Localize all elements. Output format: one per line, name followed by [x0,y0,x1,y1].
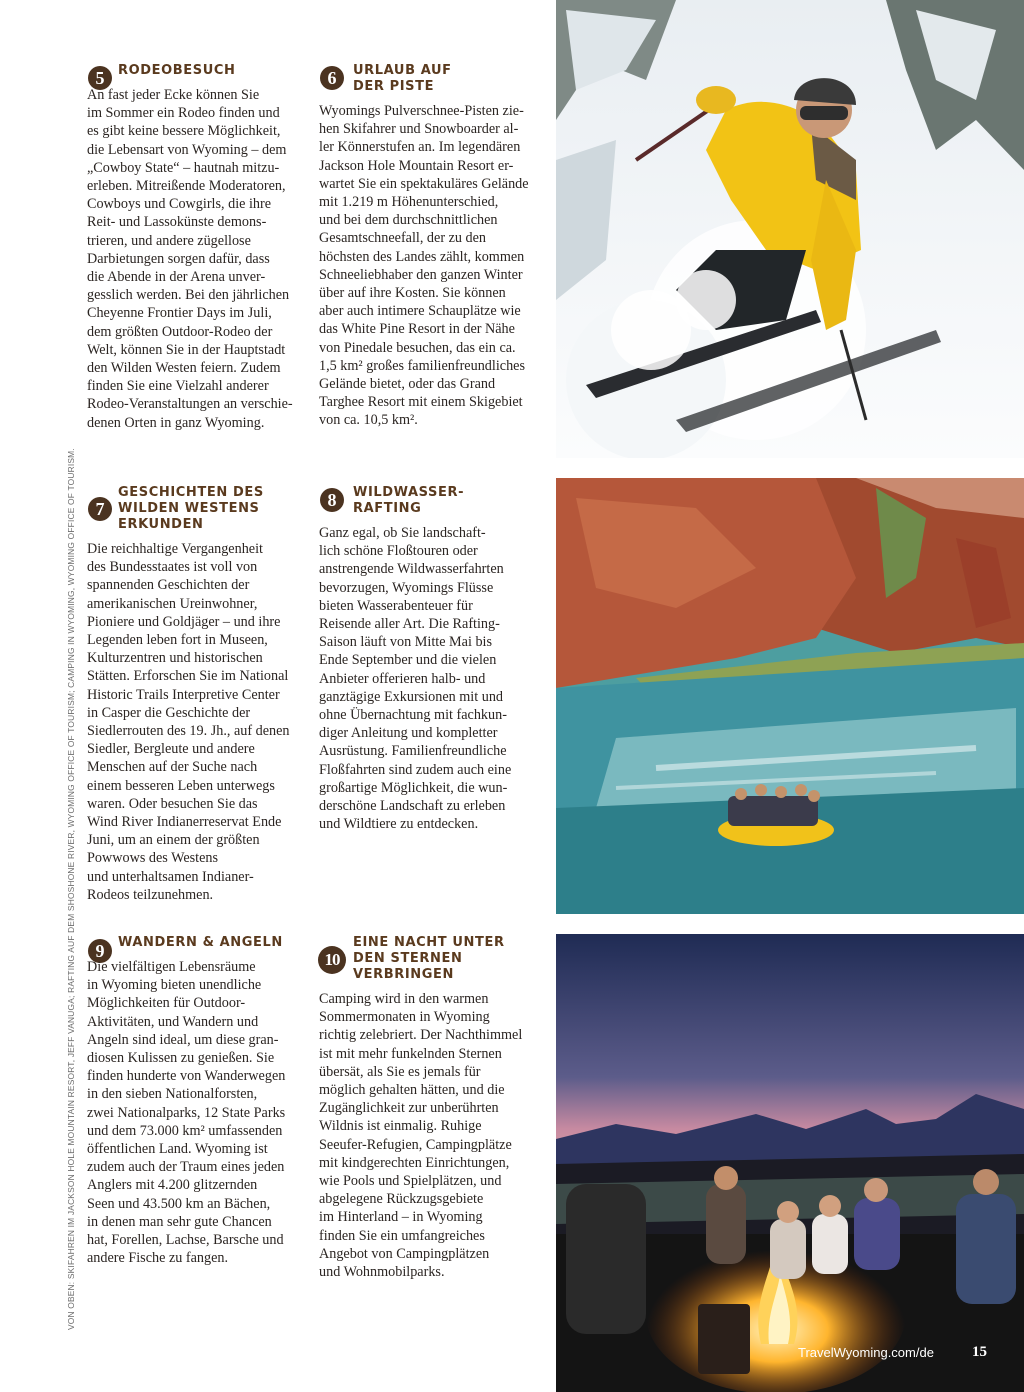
page-number: 15 [972,1344,987,1360]
section-body: An fast jeder Ecke können Sie im Sommer ein Rodeo finden und es gibt keine bessere Möglichkeit, die Lebensart von Wyoming – dem „Cowboy State“ – hautnah mitzu- erleben. Mitreißende Moderatoren, Cowboys und Cowgirls, die ihre Reit- und Lassokünste demons- trieren, und andere zügellose Darbietungen sorgen dafür, dass die Abende in der Arena unver- gesslich werden. Bei den jährlichen Cheyenne Frontier Days im Juli, dem größten Outdoor-Rodeo der Welt, können Sie in der Hauptstadt den Wilden Westen feiern. Zudem finden Sie eine Vielzahl anderer Rodeo-Veranstaltungen an verschie- denen Orten in ganz Wyoming. [87,87,293,431]
section-number-badge: 9 [88,939,112,963]
section-number-badge: 6 [320,66,344,90]
section-heading: WANDERN & ANGELN [118,935,283,950]
section-body: Ganz egal, ob Sie landschaft- lich schöne Floßtouren oder anstrengende Wildwasserfahrten bevorzugen, Wyomings Flüsse bieten Wasserabenteuer für Reisende aller Art. Die Rafting- Saison läuft von Mitte Mai bis Ende September und die vielen Anbieter offerieren halb- und ganztägige Exkursionen mit und ohne Übernachtung mit fachkun- diger Anleitung und kompletter Ausrüstung. Familienfreundliche Floßfahrten sind zudem auch eine großartige Möglichkeit, die wun- derschöne Landschaft zu erleben und Wildtiere zu entdecken. [319,525,512,833]
skiing-photo [556,0,1024,458]
section-body: Camping wird in den warmen Sommermonaten in Wyoming richtig zelebriert. Der Nachthimmel ist mit mehr funkelnden Sternen übersät, als Sie es jemals für möglich gehalten hätten, und die Zugänglichkeit zur unberührten Wildnis ist einmalig. Ruhige Seeufer-Refugien, Campingplätze mit kindgerechten Einrichtungen, wie Pools und Spielplätzen, und abgelegene Rückzugsgebiete im Hinterland – in Wyoming finden Sie ein umfangreiches Angebot von Campingplätzen und Wohnmobilparks. [319,991,523,1281]
section-number-badge: 8 [320,488,344,512]
section-heading: EINE NACHT UNTER DEN STERNEN VERBRINGEN [353,935,505,982]
section-number-badge: 10 [318,946,346,974]
section-number-badge: 7 [88,497,112,521]
section-heading: GESCHICHTEN DES WILDEN WESTENS ERKUNDEN [118,485,264,532]
rafting-photo [556,478,1024,914]
section-body: Die reichhaltige Vergangenheit des Bundesstaates ist voll von spannenden Geschichten der amerikanischen Ureinwohner, Pioniere und Goldjäger – und ihre Legenden leben fort in Museen, Kulturzentren und historischen Stätten. Erforschen Sie im National Historic Trails Interpretive Center in Casper die Geschichte der Siedlerrouten des 19. Jh., auf denen Siedler, Bergleute und andere Menschen auf der Suche nach einem besseren Leben unterwegs waren. Oder besuchen Sie das Wind River Indianerreservat Ende Juni, um an einem der größten Powwows des Westens und unterhaltsamen Indianer- Rodeos teilzunehmen. [87,541,290,903]
section-heading: URLAUB AUF DER PISTE [353,63,452,94]
section-body: Die vielfältigen Lebensräume in Wyoming bieten unendliche Möglichkeiten für Outdoor- Aktivitäten, und Wandern und Angeln sind ideal, um diese gran- diosen Kulissen zu genießen. Sie finden hunderte von Wanderwegen in den sieben Nationalforsten, zwei Nationalparks, 12 State Parks und dem 73.000 km² umfassenden öffentlichen Land. Wyoming ist zudem auch der Traum eines jeden Anglers mit 4.200 glitzernden Seen und 43.500 km an Bächen, in denen man sehr gute Chancen hat, Forellen, Lachse, Barsche und andere Fische zu fangen. [87,959,286,1267]
section-heading: RODEOBESUCH [118,63,236,78]
section-number-badge: 5 [88,66,112,90]
camping-photo [556,934,1024,1392]
section-body: Wyomings Pulverschnee-Pisten zie- hen Skifahrer und Snowboarder al- ler Könnerstufen an. Im legendären Jackson Hole Mountain Resort er- wartet Sie ein spektakuläres Gelände mit 1.219 m Höhenunterschied, und bei dem durchschnittlichen Gesamtschneefall, der zu den höchsten des Landes zählt, kommen Schneeliebhaber den ganzen Winter über auf ihre Kosten. Sie können aber auch intimere Schauplätze wie das White Pine Resort in der Nähe von Pinedale besuchen, das ein ca. 1,5 km² großes familienfreundliches Gelände bietet, oder das Grand Targhee Resort mit einem Skigebiet von ca. 10,5 km². [319,103,529,429]
section-heading: WILDWASSER- RAFTING [353,485,465,516]
photo-credit: VON OBEN: SKIFAHREN IM JACKSON HOLE MOUNTAIN RESORT, JEFF VANUGA; RAFTING AUF DEM SHOSHONE RIVER, WYOMING OFFICE OF TOURISM; CAMPING IN WYOMING, WYOMING OFFICE OF TOURISM. [66,448,76,1330]
website-url[interactable]: TravelWyoming.com/de [798,1345,934,1360]
